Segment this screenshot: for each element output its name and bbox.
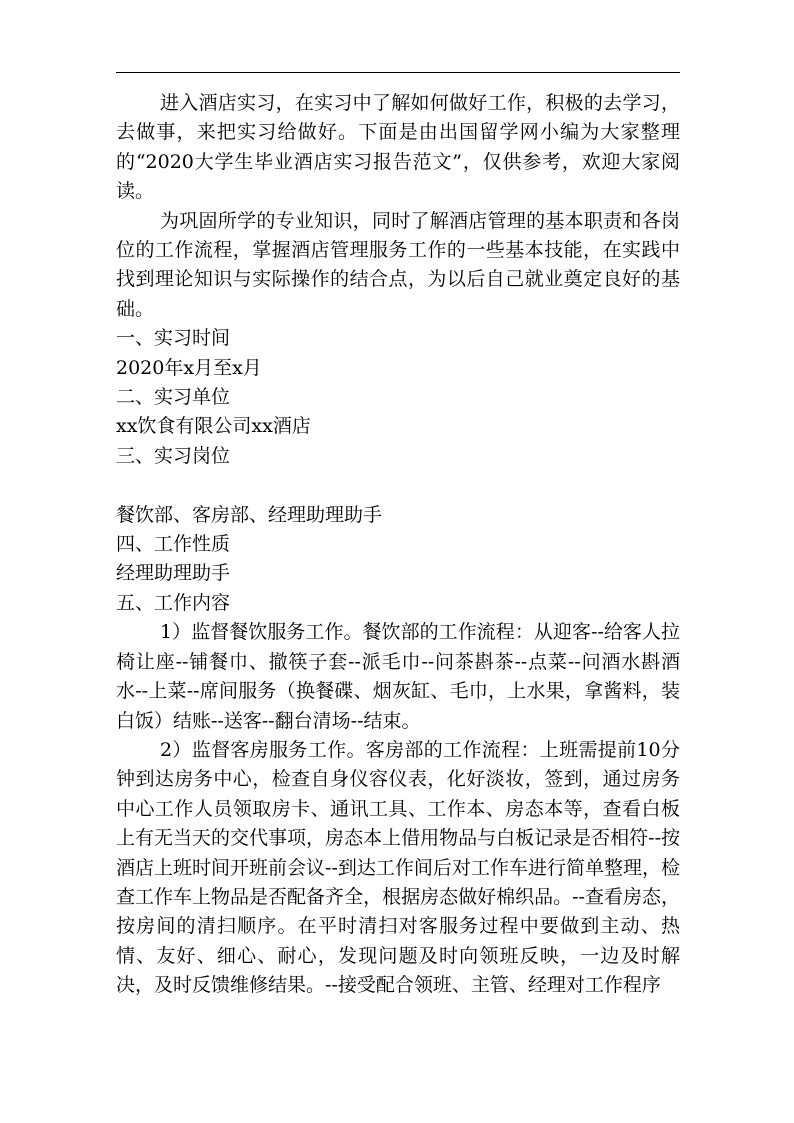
internship-position-value: 餐饮部、客房部、经理助理助手 xyxy=(116,503,383,526)
work-content-item-housekeeping: 2）监督客房服务工作。客房部的工作流程：上班需提前10分钟到达房务中心，检查自身仪容仪表，化好淡妆，签到，通过房务中心工作人员领取房卡、通讯工具、工作本、房态本等，查看白板上有无当天的交代事项，房态本上借用物品与白板记录是否相符--按酒店上班时间开班前会议--到达工作间后对工作车进行简单整理，检查工作车上物品是否配备齐全，根据房态做好棉织品。--查看房态，按房间的清扫顺序。在平时清扫对客服务过程中要做到主动、热情、友好、细心、耐心，发现问题及时向领班反映，一边及时解决，及时反馈维修结果。--接受配合领班、主管、经理对工作程序 xyxy=(116,738,680,997)
header-rule xyxy=(116,72,680,73)
internship-time-value: 2020年x月至x月 xyxy=(116,356,262,379)
section-heading-internship-unit: 二、实习单位 xyxy=(116,386,231,409)
section-heading-work-nature: 四、工作性质 xyxy=(116,533,231,556)
blank-line xyxy=(116,471,680,500)
purpose-paragraph: 为巩固所学的专业知识，同时了解酒店管理的基本职责和各岗位的工作流程，掌握酒店管理服务工作的一些基本技能，在实践中找到理论知识与实际操作的结合点，为以后自己就业奠定良好的基础。 xyxy=(116,209,680,320)
section-heading-internship-position: 三、实习岗位 xyxy=(116,444,231,467)
internship-unit-value: xx饮食有限公司xx酒店 xyxy=(116,415,311,438)
section-heading-work-content: 五、工作内容 xyxy=(116,591,231,614)
document-body xyxy=(116,89,680,1001)
section-heading-internship-time: 一、实习时间 xyxy=(116,327,231,350)
work-content-item-catering: 1）监督餐饮服务工作。餐饮部的工作流程：从迎客--给客人拉椅让座--铺餐巾、撤筷子套--派毛巾--问茶斟茶--点菜--问酒水斟酒水--上菜--席间服务（换餐碟、烟灰缸、毛巾，上水果，拿酱料，装白饭）结账--送客--翻台清场--结束。 xyxy=(116,621,680,732)
intro-paragraph: 进入酒店实习，在实习中了解如何做好工作，积极的去学习，去做事，来把实习给做好。下面是由出国留学网小编为大家整理的“2020大学生毕业酒店实习报告范文”，仅供参考，欢迎大家阅读。 xyxy=(116,92,680,203)
work-nature-value: 经理助理助手 xyxy=(116,562,231,585)
